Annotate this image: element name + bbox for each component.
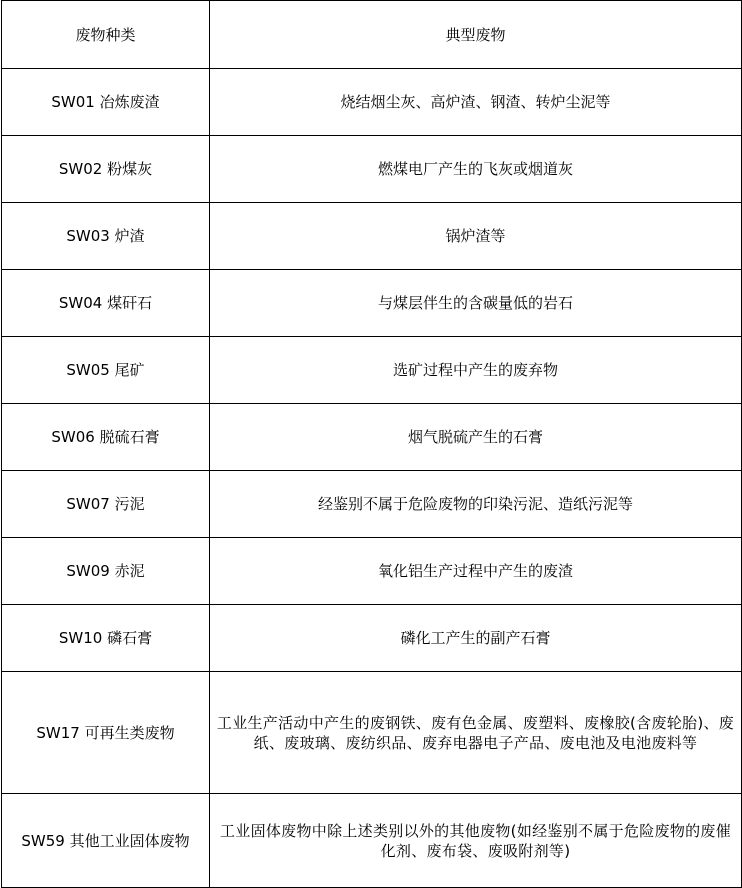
table-row	[2, 672, 742, 794]
category-cell: SW01 冶炼废渣	[2, 69, 210, 136]
table-row	[2, 69, 742, 136]
category-cell: SW59 其他工业固体废物	[2, 794, 210, 888]
table-row	[2, 605, 742, 672]
category-cell: SW06 脱硫石膏	[2, 404, 210, 471]
category-cell: SW10 磷石膏	[2, 605, 210, 672]
category-cell: SW05 尾矿	[2, 337, 210, 404]
examples-cell: 烧结烟尘灰、高炉渣、钢渣、转炉尘泥等	[210, 69, 742, 136]
category-cell: SW07 污泥	[2, 471, 210, 538]
category-cell: SW02 粉煤灰	[2, 136, 210, 203]
table-row	[2, 404, 742, 471]
examples-cell: 氧化铝生产过程中产生的废渣	[210, 538, 742, 605]
table-row	[2, 136, 742, 203]
table-row	[2, 471, 742, 538]
examples-cell: 锅炉渣等	[210, 203, 742, 270]
category-cell: SW04 煤矸石	[2, 270, 210, 337]
header-examples: 典型废物	[210, 1, 742, 69]
table-row	[2, 337, 742, 404]
examples-cell: 磷化工产生的副产石膏	[210, 605, 742, 672]
examples-cell: 经鉴别不属于危险废物的印染污泥、造纸污泥等	[210, 471, 742, 538]
header-category: 废物种类	[2, 1, 210, 69]
examples-cell: 燃煤电厂产生的飞灰或烟道灰	[210, 136, 742, 203]
category-cell: SW17 可再生类废物	[2, 672, 210, 794]
table-row	[2, 203, 742, 270]
table-row	[2, 794, 742, 888]
table-row	[2, 270, 742, 337]
table-row	[2, 538, 742, 605]
examples-cell: 烟气脱硫产生的石膏	[210, 404, 742, 471]
examples-cell: 工业固体废物中除上述类别以外的其他废物(如经鉴别不属于危险废物的废催化剂、废布袋、废吸附剂等)	[210, 794, 742, 888]
category-cell: SW09 赤泥	[2, 538, 210, 605]
waste-classification-table	[1, 0, 742, 888]
examples-cell: 选矿过程中产生的废弃物	[210, 337, 742, 404]
examples-cell: 工业生产活动中产生的废钢铁、废有色金属、废塑料、废橡胶(含废轮胎)、废纸、废玻璃、废纺织品、废弃电器电子产品、废电池及电池废料等	[210, 672, 742, 794]
category-cell: SW03 炉渣	[2, 203, 210, 270]
table-header-row	[2, 1, 742, 69]
examples-cell: 与煤层伴生的含碳量低的岩石	[210, 270, 742, 337]
